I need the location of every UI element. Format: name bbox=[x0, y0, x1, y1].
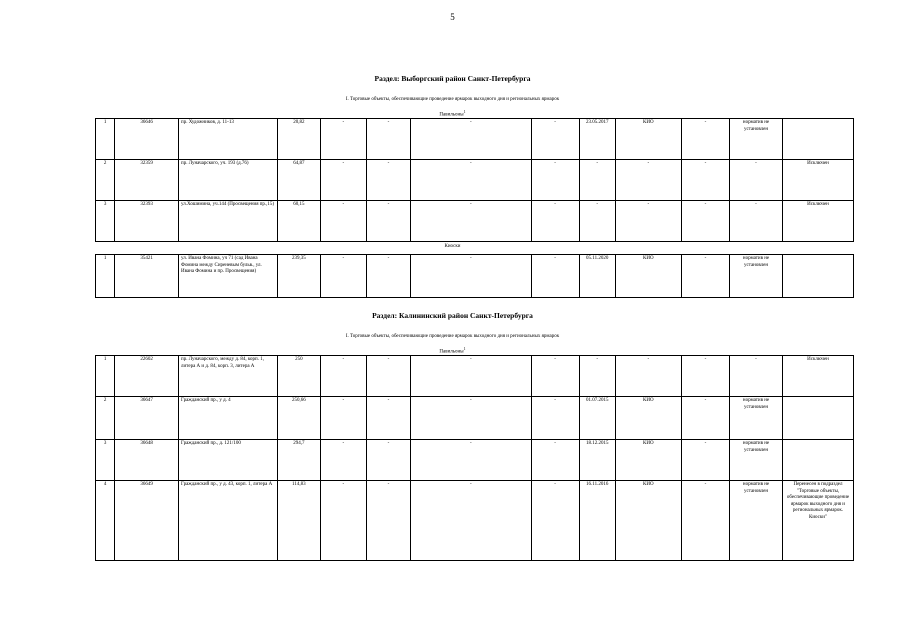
table-cell: 36647 bbox=[115, 397, 179, 440]
table-cell: норматив не установлен bbox=[730, 255, 783, 298]
table-cell: - bbox=[681, 397, 729, 440]
table-cell: норматив не установлен bbox=[730, 481, 783, 561]
table-row bbox=[96, 481, 854, 561]
table-row bbox=[96, 119, 854, 160]
table-cell: - bbox=[411, 481, 531, 561]
table-cell: - bbox=[730, 356, 783, 397]
table-cell: Исключен bbox=[782, 356, 853, 397]
table-cell: Гражданский пр., у д. 4 bbox=[179, 397, 278, 440]
table-row bbox=[96, 356, 854, 397]
table-cell: 2 bbox=[96, 397, 115, 440]
table-cell: - bbox=[320, 255, 366, 298]
table-cell: 114,83 bbox=[277, 481, 320, 561]
table-cell: Гражданский пр., у д. 43, корп. 1, литера А bbox=[179, 481, 278, 561]
table-cell: - bbox=[411, 440, 531, 481]
table-cell: - bbox=[531, 397, 579, 440]
table-cell: пр. Луначарского, уч. 193 (д.76) bbox=[179, 160, 278, 201]
table-cell: 36649 bbox=[115, 481, 179, 561]
table-cell: - bbox=[681, 481, 729, 561]
table-cell: 36648 bbox=[115, 440, 179, 481]
table-cell: - bbox=[320, 119, 366, 160]
table-cell bbox=[782, 255, 853, 298]
table-cell: 60,15 bbox=[277, 201, 320, 242]
table-cell: 294,7 bbox=[277, 440, 320, 481]
section-title-vyborgsky: Раздел: Выборгский район Санкт-Петербурга bbox=[374, 74, 531, 83]
table-cell: - bbox=[531, 356, 579, 397]
table-cell: - bbox=[681, 356, 729, 397]
table-cell: 35421 bbox=[115, 255, 179, 298]
table-cell: - bbox=[681, 119, 729, 160]
table-cell: пр. Луначарского, между д. 84, корп. 1, литера А и д. 84, корп. 3, литера А bbox=[179, 356, 278, 397]
table-cell: - bbox=[320, 201, 366, 242]
table-cell: - bbox=[531, 255, 579, 298]
table-row bbox=[96, 397, 854, 440]
table-row bbox=[96, 160, 854, 201]
table-cell: 250 bbox=[277, 356, 320, 397]
table-cell: норматив не установлен bbox=[730, 440, 783, 481]
table-cell: 1 bbox=[96, 119, 115, 160]
table-cell bbox=[782, 397, 853, 440]
page-number: 5 bbox=[450, 12, 455, 22]
table-cell: - bbox=[411, 397, 531, 440]
table-cell: - bbox=[615, 160, 681, 201]
table-cell: - bbox=[615, 201, 681, 242]
table-cell: 20,82 bbox=[277, 119, 320, 160]
table-cell: 23.05.2017 bbox=[579, 119, 615, 160]
table-cell: 22602 bbox=[115, 356, 179, 397]
table-cell: - bbox=[730, 201, 783, 242]
table-cell: КИО bbox=[615, 440, 681, 481]
table-cell: ул.Хошимина, уч.144 (Просвещения пр.,15) bbox=[179, 201, 278, 242]
table-cell bbox=[782, 119, 853, 160]
table-row bbox=[96, 201, 854, 242]
table-cell: - bbox=[366, 481, 411, 561]
table-cell: КИО bbox=[615, 255, 681, 298]
table-cell: пр. Художников, д. 11-13 bbox=[179, 119, 278, 160]
group-label-pavilions-kalininsky: Павильоны$^1$ bbox=[439, 346, 466, 355]
table-cell: КИО bbox=[615, 119, 681, 160]
table-cell: КИО bbox=[615, 481, 681, 561]
table-cell: 01.07.2015 bbox=[579, 397, 615, 440]
table-cell: - bbox=[579, 160, 615, 201]
table-cell: 32359 bbox=[115, 160, 179, 201]
table-cell: - bbox=[730, 160, 783, 201]
table-cell: - bbox=[366, 440, 411, 481]
table-cell: - bbox=[411, 119, 531, 160]
table-cell: 4 bbox=[96, 481, 115, 561]
table-cell: - bbox=[411, 201, 531, 242]
section-title-kalininsky: Раздел: Калининский район Санкт-Петербурга bbox=[372, 311, 533, 320]
table-cell: 64,87 bbox=[277, 160, 320, 201]
table-cell: 32393 bbox=[115, 201, 179, 242]
table-cell: - bbox=[320, 160, 366, 201]
table-cell: - bbox=[615, 356, 681, 397]
group-label-pavilions-vyborgsky: Павильоны$^1$ bbox=[439, 109, 466, 118]
table-cell: - bbox=[531, 160, 579, 201]
table-pavilions-vyborgsky bbox=[95, 118, 854, 242]
table-cell: Перенесен в подраздел "Торговые объекты, обеспечивающие проведение ярмарок выходного дня и региональных ярмарок. Киоски" bbox=[782, 481, 853, 561]
table-cell: 1 bbox=[96, 356, 115, 397]
table-cell: - bbox=[411, 160, 531, 201]
table-cell: 3 bbox=[96, 440, 115, 481]
table-cell: - bbox=[681, 440, 729, 481]
table-cell: 05.11.2020 bbox=[579, 255, 615, 298]
table-cell: Исключен bbox=[782, 201, 853, 242]
table-cell: - bbox=[411, 255, 531, 298]
table-cell: - bbox=[366, 119, 411, 160]
table-kiosks-vyborgsky bbox=[95, 254, 854, 298]
table-cell: - bbox=[320, 356, 366, 397]
table-cell: - bbox=[366, 356, 411, 397]
section-subtitle-vyborgsky: I. Торговые объекты, обеспечивающие проведение ярмарок выходного дня и региональных ярмарок bbox=[345, 97, 560, 102]
table-cell: - bbox=[579, 356, 615, 397]
table-cell: - bbox=[681, 160, 729, 201]
table-cell: - bbox=[531, 201, 579, 242]
table-cell: норматив не установлен bbox=[730, 397, 783, 440]
table-cell: - bbox=[531, 481, 579, 561]
table-cell: 239,35 bbox=[277, 255, 320, 298]
table-cell: - bbox=[320, 397, 366, 440]
table-row bbox=[96, 440, 854, 481]
table-cell: 18.12.2015 bbox=[579, 440, 615, 481]
table-cell: 2 bbox=[96, 160, 115, 201]
section-subtitle-kalininsky: I. Торговые объекты, обеспечивающие проведение ярмарок выходного дня и региональных ярмарок bbox=[345, 334, 560, 339]
table-cell: - bbox=[531, 440, 579, 481]
table-cell: 1 bbox=[96, 255, 115, 298]
table-cell: - bbox=[579, 201, 615, 242]
table-cell: норматив не установлен bbox=[730, 119, 783, 160]
table-cell: - bbox=[320, 481, 366, 561]
table-cell: - bbox=[366, 397, 411, 440]
table-cell bbox=[782, 440, 853, 481]
table-cell: ул. Ивана Фомина, уч 71 (сад Ивана Фомина между Сиреневым бульв., ул. Ивана Фомина и пр. Просвещения) bbox=[179, 255, 278, 298]
table-row bbox=[96, 255, 854, 298]
table-cell: 36646 bbox=[115, 119, 179, 160]
table-cell: 250,66 bbox=[277, 397, 320, 440]
table-cell: - bbox=[320, 440, 366, 481]
table-cell: Исключен bbox=[782, 160, 853, 201]
table-cell: - bbox=[366, 255, 411, 298]
table-cell: - bbox=[531, 119, 579, 160]
table-cell: 16.11.2016 bbox=[579, 481, 615, 561]
table-cell: - bbox=[366, 201, 411, 242]
group-label-kiosks-vyborgsky: Киоски bbox=[444, 244, 461, 249]
table-cell: КИО bbox=[615, 397, 681, 440]
table-cell: - bbox=[681, 255, 729, 298]
table-cell: 3 bbox=[96, 201, 115, 242]
table-cell: - bbox=[411, 356, 531, 397]
table-cell: - bbox=[681, 201, 729, 242]
table-cell: - bbox=[366, 160, 411, 201]
table-cell: Гражданский пр., д. 121/100 bbox=[179, 440, 278, 481]
table-pavilions-kalininsky bbox=[95, 355, 854, 561]
